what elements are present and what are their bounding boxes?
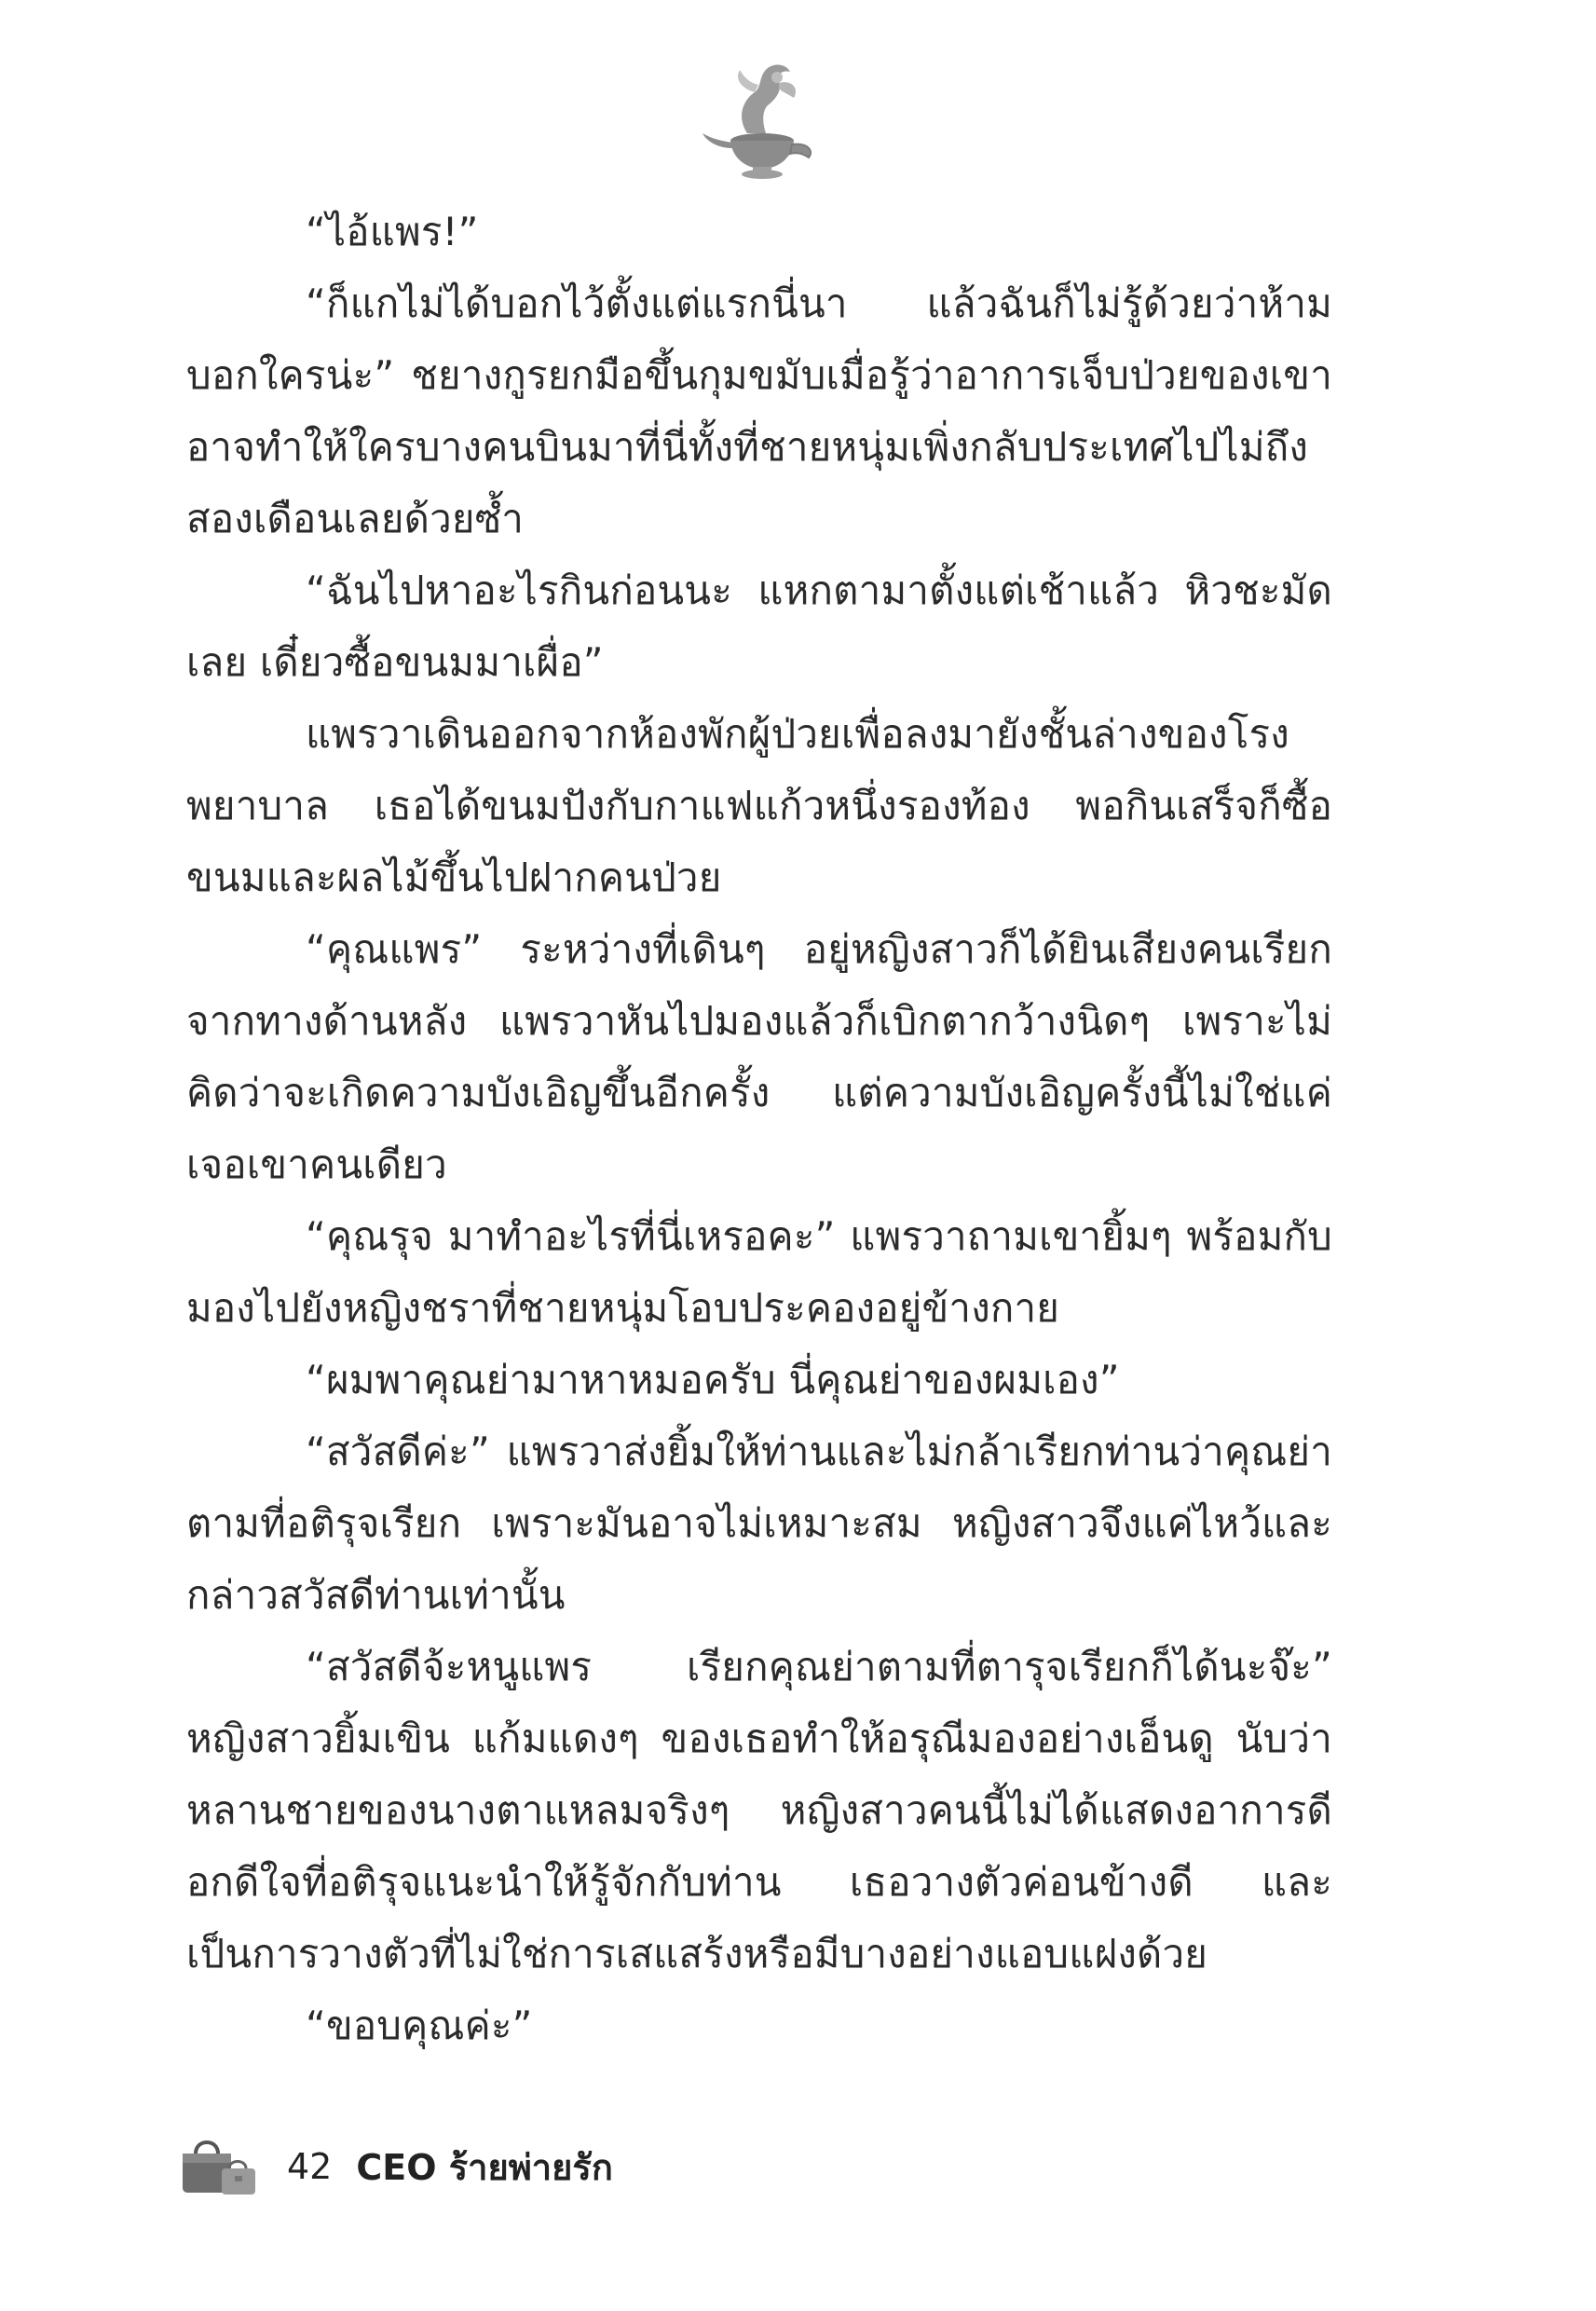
- paragraph: “สวัสดีค่ะ” แพรวาส่งยิ้มให้ท่านและไม่กล้าเรียกท่านว่าคุณย่าตามที่อติรุจเรียก เพราะมันอาจไม่เหมาะสม หญิงสาวจึงแค่ไหว้และกล่าวสวัสดีท่านเท่านั้น: [186, 1429, 1332, 1618]
- handbag-icon: [177, 2133, 261, 2200]
- paragraph: “ฉันไปหาอะไรกินก่อนนะ แหกตามาตั้งแต่เช้าแล้ว หิวชะมัดเลย เดี๋ยวซื้อขนมมาเผื่อ”: [186, 567, 1332, 685]
- book-title: CEO ร้ายพ่ายรัก: [356, 2146, 613, 2188]
- paragraph: “ไอ้แพร!”: [306, 209, 479, 254]
- paragraph: “สวัสดีจ้ะหนูแพร เรียกคุณย่าตามที่ตารุจเรียกก็ได้นะจ๊ะ” หญิงสาวยิ้มเขิน แก้มแดงๆ ของเธอทำให้อรุณีมองอย่างเอ็นดู นับว่าหลานชายของนางตาแหลมจริงๆ หญิงสาวคนนี้ไม่ได้แสดงอาการดีอกดีใจที่อติรุจแนะนำให้รู้จักกับท่าน เธอวางตัวค่อนข้างดี และเป็นการวางตัวที่ไม่ใช่การเสแสร้งหรือมีบางอย่างแอบแฝงด้วย: [186, 1644, 1332, 1976]
- genie-lamp-icon: [689, 51, 829, 191]
- page-number: 42: [287, 2146, 333, 2187]
- paragraph: “ผมพาคุณย่ามาหาหมอครับ นี่คุณย่าของผมเอง”: [306, 1357, 1120, 1402]
- page-footer: [177, 2134, 613, 2199]
- paragraph: “คุณแพร” ระหว่างที่เดินๆ อยู่หญิงสาวก็ได้ยินเสียงคนเรียกจากทางด้านหลัง แพรวาหันไปมองแล้วก็เบิกตากว้างนิดๆ เพราะไม่คิดว่าจะเกิดความบังเอิญขึ้นอีกครั้ง แต่ความบังเอิญครั้งนี้ไม่ใช่แค่เจอเขาคนเดียว: [186, 926, 1332, 1187]
- paragraph: “ก็แกไม่ได้บอกไว้ตั้งแต่แรกนี่นา แล้วฉันก็ไม่รู้ด้วยว่าห้ามบอกใครน่ะ” ชยางกูรยกมือขึ้นกุมขมับเมื่อรู้ว่าอาการเจ็บป่วยของเขาอาจทำให้ใครบางคนบินมาที่นี่ทั้งที่ชายหนุ่มเพิ่งกลับประเทศไปไม่ถึงสองเดือนเลยด้วยซ้ำ: [186, 280, 1332, 541]
- paragraph: แพรวาเดินออกจากห้องพักผู้ป่วยเพื่อลงมายังชั้นล่างของโรงพยาบาล เธอได้ขนมปังกับกาแฟแก้วหนึ่งรองท้อง พอกินเสร็จก็ซื้อขนมและผลไม้ขึ้นไปฝากคนป่วย: [186, 711, 1332, 900]
- paragraph: “ขอบคุณค่ะ”: [306, 2003, 533, 2048]
- paragraph: “คุณรุจ มาทำอะไรที่นี่เหรอคะ” แพรวาถามเขายิ้มๆ พร้อมกับมองไปยังหญิงชราที่ชายหนุ่มโอบประคองอยู่ข้างกาย: [186, 1213, 1332, 1331]
- story-text: [186, 196, 1332, 2061]
